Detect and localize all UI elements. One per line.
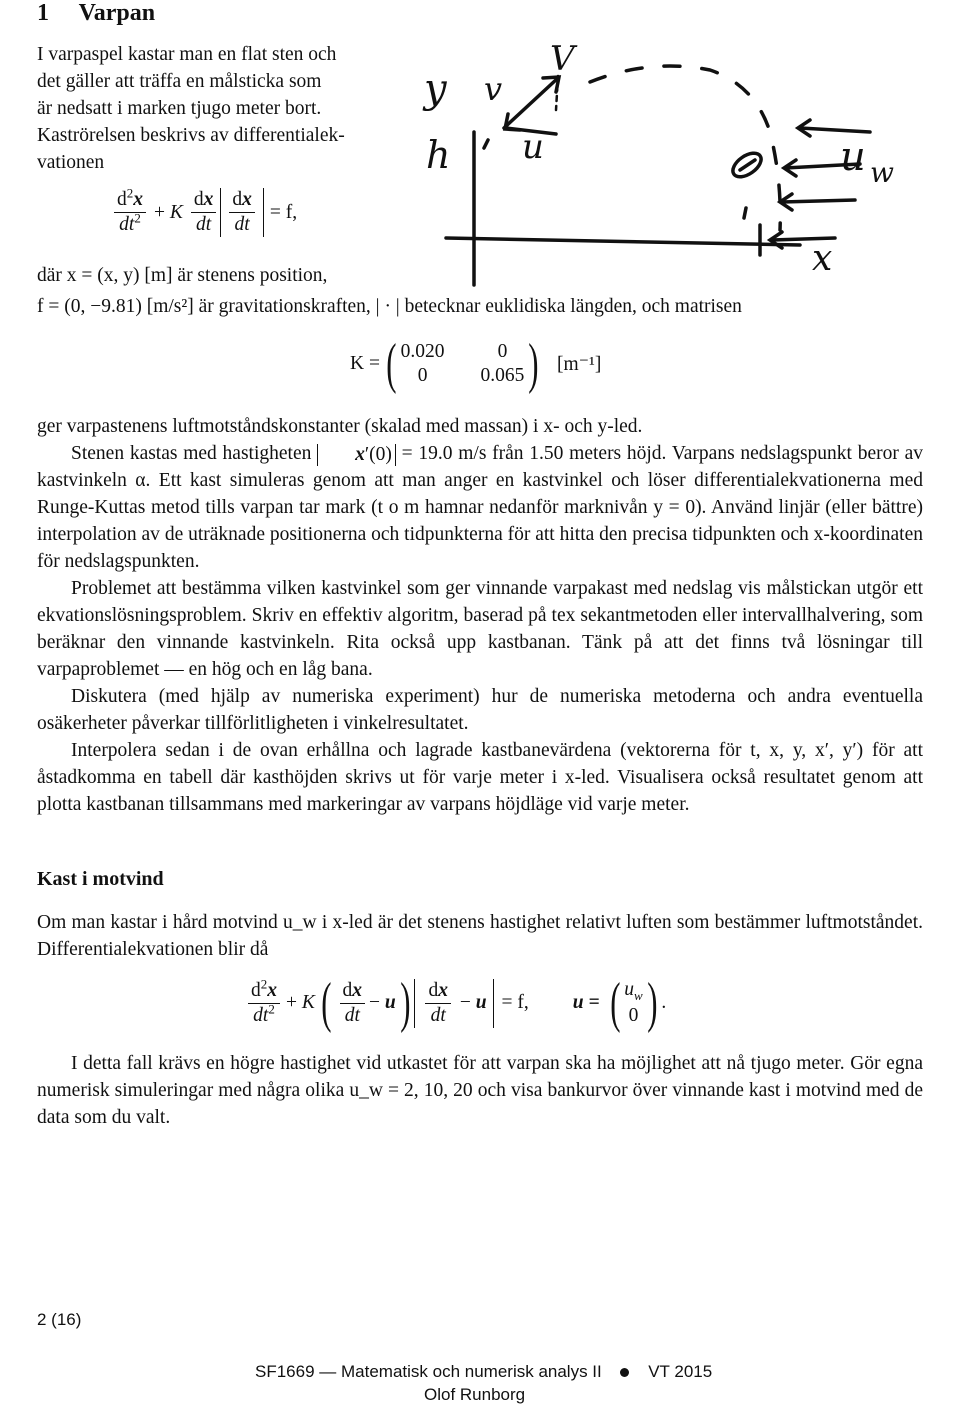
matrix-unit: [m⁻¹] xyxy=(557,354,602,375)
sketch-label-v: v xyxy=(484,70,503,108)
equation-main: $\frac{d^2x}{dt^2}$ + K $\frac{dx}{dt}$ $\frac{dx}{dt}$ = f, xyxy=(110,188,297,237)
paragraph-stenen: Stenen kastas med hastigheten x′(0) = 19.0 m/s från 1.50 meters höjd. Varpans nedslagspunkt beror av kastvinkeln α. Ett kast simuleras genom att man anger en kastvinkel och löser differentialekvationerna med Runge-Kuttas metod tills varpan tar mark (t o m hamnar nedanför marknivån y = 0). Använd linjär (eller bättre) interpolation av de uträknade positionerna och tidpunkterna för att hitta den precisa tidpunkten och x-koordinaten för nedslagspunkten. xyxy=(37,443,924,572)
f-line: f = (0, −9.81) [m/s²] är gravitationskraften, | · | betecknar euklidiska längden, och matrisen xyxy=(37,296,742,317)
matrix-a11: 0.020 xyxy=(400,341,445,362)
eq2-rhs: = f, xyxy=(501,992,529,1013)
ground-line xyxy=(446,238,800,245)
velocity-arrow xyxy=(504,78,558,128)
page-number: 2 (16) xyxy=(37,1310,82,1329)
frac-dx-dt: $\frac{dx}{dt}$ xyxy=(191,188,217,237)
paragraph-diskutera: Diskutera (med hjälp av numeriska experiment) hur de numeriska metoderna och andra eventuella osäkerheter påverkar tillförlitligheten i vinkelresultatet. xyxy=(37,686,923,734)
intro-line: vationen xyxy=(37,152,105,173)
equation-motvind: $\frac{d^2x}{dt^2}$ + K ( $\frac{dx}{dt}$ − u ) $\frac{dx}{dt}$ − u = f, u = ( $u_w$ 0 ) . xyxy=(244,975,666,1031)
paragraph-luftmotstand: ger varpastenens luftmotståndskonstanter (skalad med massan) i x- och y-led. xyxy=(37,416,643,437)
section-title: Varpan xyxy=(78,0,156,26)
trajectory-dashed xyxy=(590,66,780,230)
sketch-label-uw: u xyxy=(840,134,866,180)
matrix-a22: 0.065 xyxy=(480,365,525,386)
footer-course: SF1669 — Matematisk och numerisk analys II xyxy=(255,1362,602,1381)
u-def-label: u = xyxy=(572,992,600,1013)
dar-line: där x = (x, y) [m] är stenens position, xyxy=(37,265,328,286)
paragraph-motvind-2: I detta fall krävs en högre hastighet vid utkastet för att varpan ska ha möjlighet att nå tjugo meter. Gör egna numerisk simuleringar med några olika u_w = 2, 10, 20 och visa bankurvor över vinnande kast i motvind med de data som du valt. xyxy=(37,1053,923,1128)
footer-term: VT 2015 xyxy=(648,1362,713,1381)
eq1-rhs: = f, xyxy=(269,201,298,223)
intro-line: Kaströrelsen beskrivs av differentialek- xyxy=(37,125,345,146)
sketch-label-h: h xyxy=(426,133,451,177)
paragraph-interpolera: Interpolera sedan i de ovan erhållna och lagrade kastbanevärdena (vektorerna för t, x, y, x′, y′) för att åstadkomma en tabell där kasthöjden skrivs ut för varje meter i x-led. Visualisera också resultatet genom att plotta kastbanan tillsammans med markeringar av varpans höjdläge vid varje meter. xyxy=(37,740,923,815)
matrix-lhs: K = xyxy=(350,353,380,374)
intro-text xyxy=(37,41,407,176)
wind-arrow-3 xyxy=(782,200,855,202)
section-heading xyxy=(37,0,155,27)
sketch-label-x: x xyxy=(812,238,833,279)
paragraph-problemet: Problemet att bestämma vilken kastvinkel som ger vinnande varpakast med nedslag vis målstickan utgör ett ekvationslösningsproblem. Skriv en effektiv algoritm, baserad på tex sekantmetoden eller intervallhalvering, som beräknar den vinnande kastvinkeln. Rita också upp kastbanan. Tänk på att det finns två lösningar till varpaproblemet — en hög och en låg bana. xyxy=(37,578,923,680)
sketch-label-u: u xyxy=(522,127,544,167)
section-number: 1 xyxy=(37,0,49,26)
frac-d2x-dt2: $\frac{d^2x}{dt^2}$ xyxy=(114,188,146,237)
matrix-a21: 0 xyxy=(417,365,428,386)
bullet-icon xyxy=(620,1368,629,1377)
sketch-label-V: V xyxy=(550,40,575,79)
paragraph-motvind-1: Om man kastar i hård motvind u_w i x-led är det stenens hastighet relativt luften som bestämmer luftmotståndet. Differentialekvationen blir då xyxy=(37,912,923,960)
matrix-entries xyxy=(401,341,525,387)
intro-line: är nedsatt i marken tjugo meter bort. xyxy=(37,98,322,119)
sketch-label-uw-sub: w xyxy=(870,156,894,189)
motvind-text xyxy=(37,909,923,963)
subsection-heading: Kast i motvind xyxy=(37,868,164,890)
intro-line: I varpaspel kastar man en flat sten och xyxy=(37,44,337,65)
matrix-a12: 0 xyxy=(497,341,508,362)
sketch-label-y: y xyxy=(424,66,447,112)
main-text xyxy=(37,413,923,818)
intro-line: det gäller att träffa en målsticka som xyxy=(37,71,322,92)
motvind-text-2 xyxy=(37,1050,923,1131)
footer-course-line xyxy=(255,1362,712,1382)
norm-bars: $\frac{dx}{dt}$ xyxy=(220,188,264,237)
trajectory-sketch xyxy=(410,40,930,290)
matrix-k: K = ( 0.020 0 0 0.065 ) [m⁻¹] xyxy=(350,333,602,395)
wind-arrow-1 xyxy=(800,128,870,132)
footer-author: Olof Runborg xyxy=(424,1385,526,1404)
